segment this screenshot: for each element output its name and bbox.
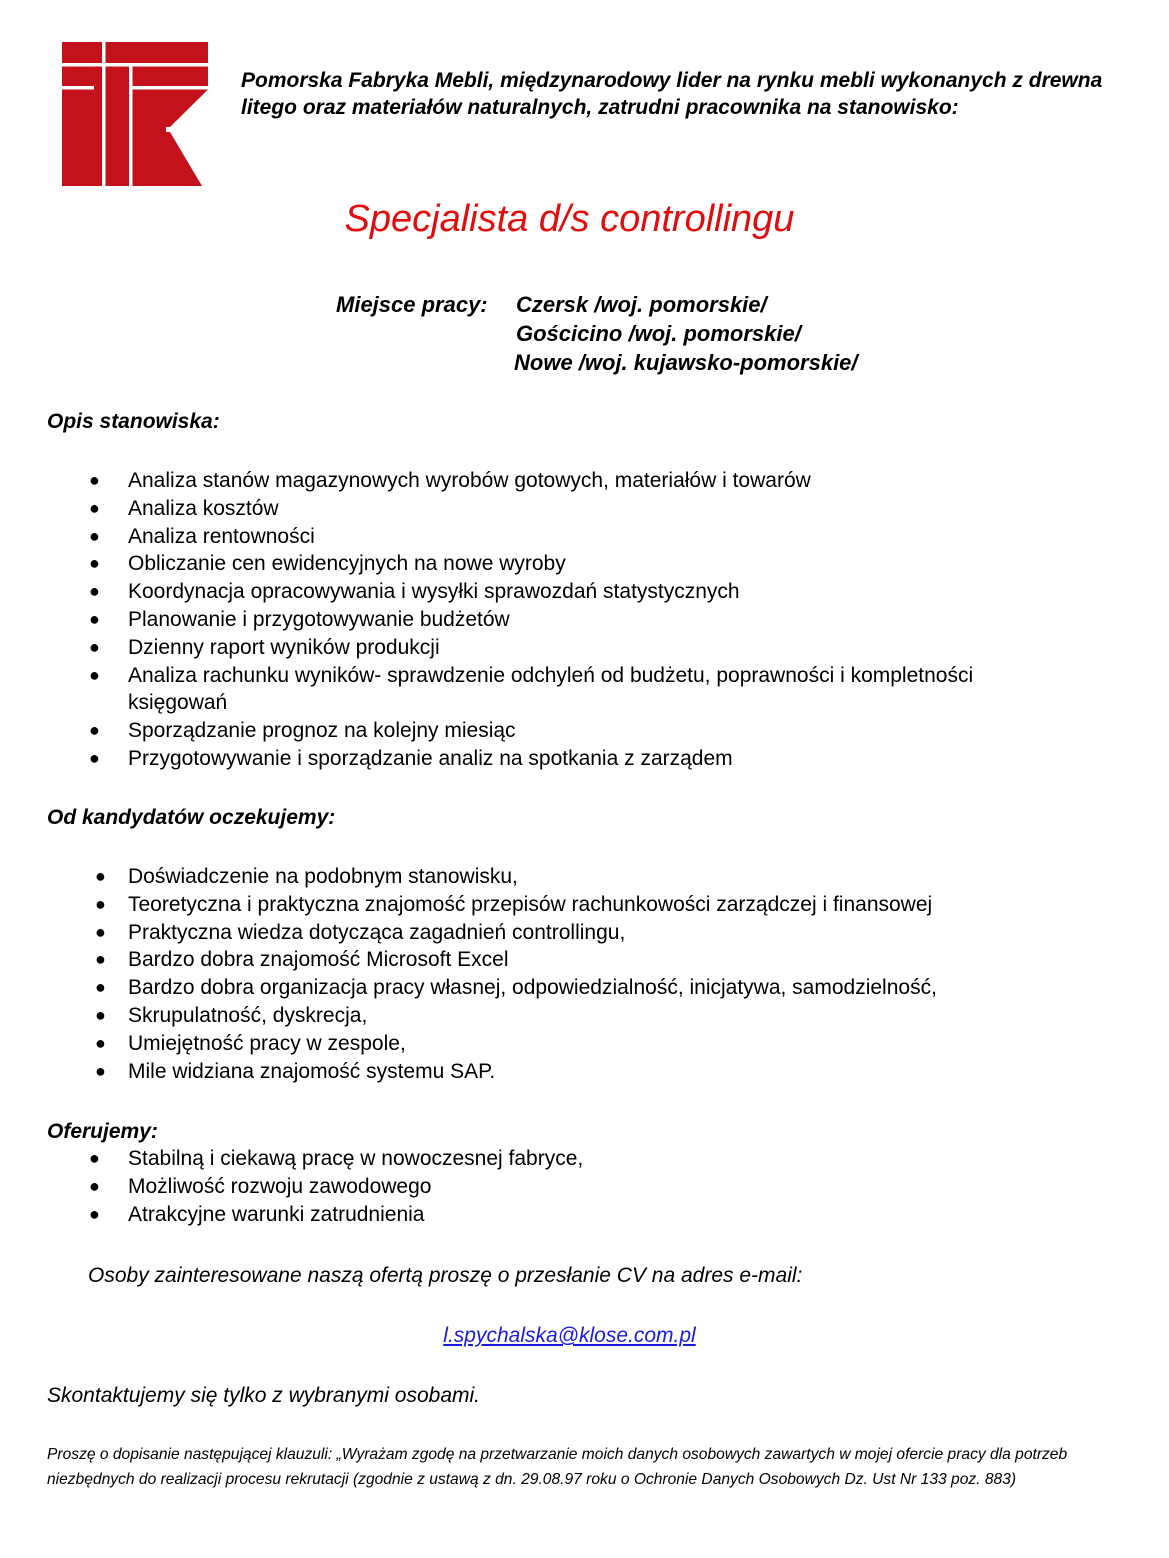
list-item: ● Bardzo dobra znajomość Microsoft Excel [0,946,1068,974]
job-title: Specjalista d/s controllingu [344,198,795,240]
contact-note: Skontaktujemy się tylko z wybranymi osobami. [47,1384,480,1407]
company-intro: Pomorska Fabryka Mebli, międzynarodowy lider na rynku mebli wykonanych z drewna litego oraz materiałów naturalnych, zatrudni pracownika na stanowisko: [241,69,1103,119]
requirements-heading: Od kandydatów oczekujemy: [47,806,336,829]
job-description-list [0,467,1068,773]
list-item: ● Teoretyczna i praktyczna znajomość przepisów rachunkowości zarządczej i finansowej [0,891,1068,919]
list-item: ● Analiza rentowności [0,523,1068,551]
list-item: ● Atrakcyjne warunki zatrudnienia [0,1201,1068,1229]
list-item: ● Możliwość rozwoju zawodowego [0,1173,1068,1201]
cv-instruction: Osoby zainteresowane naszą ofertą proszę o przesłanie CV na adres e-mail: [88,1264,803,1287]
bullet-icon: ● [95,866,106,886]
list-item: ● Analiza stanów magazynowych wyrobów gotowych, materiałów i towarów [0,467,1068,495]
list-item: ● Sporządzanie prognoz na kolejny miesiąc [0,717,1068,745]
bullet-icon: ● [89,747,100,768]
list-item: ● Obliczanie cen ewidencyjnych na nowe wyroby [0,550,1068,578]
list-item: ● Praktyczna wiedza dotycząca zagadnień controllingu, [0,919,1068,947]
bullet-icon: ● [89,1203,100,1224]
job-description-heading: Opis stanowiska: [47,410,220,433]
bullet-icon: ● [89,608,100,629]
bullet-icon: ● [95,1004,106,1025]
offer-list [0,1145,1068,1228]
workplace-location: Czersk /woj. pomorskie/ [516,292,767,317]
list-item: ● Dzienny raport wyników produkcji [0,634,1068,662]
list-item: ● Mile widziana znajomość systemu SAP. [0,1058,1068,1086]
email-container [0,1322,1139,1350]
bullet-icon: ● [95,1032,106,1053]
bullet-icon: ● [89,1148,100,1168]
workplace-location: Nowe /woj. kujawsko-pomorskie/ [514,350,858,375]
bullet-icon: ● [89,581,100,602]
bullet-icon: ● [89,470,100,490]
list-item: ● Przygotowywanie i sporządzanie analiz na spotkania z zarządem [0,745,1068,773]
list-item: ● Stabilną i ciekawą pracę w nowoczesnej fabryce, [0,1145,1068,1173]
list-item: ● Bardzo dobra organizacja pracy własnej, odpowiedzialność, inicjatywa, samodzielność, [0,974,1068,1002]
list-item: ● Doświadczenie na podobnym stanowisku, [0,863,1068,891]
bullet-icon: ● [89,497,100,518]
requirements-list [0,863,1068,1085]
bullet-icon: ● [95,921,106,942]
email-link[interactable]: l.spychalska@klose.com.pl [443,1324,696,1347]
list-item: ● Skrupulatność, dyskrecja, [0,1002,1068,1030]
list-item: ● Analiza kosztów [0,495,1068,523]
company-logo [62,42,208,186]
bullet-icon: ● [95,1060,106,1081]
bullet-icon: ● [89,720,100,741]
bullet-icon: ● [95,977,106,998]
bullet-icon: ● [95,949,106,970]
bullet-icon: ● [89,553,100,574]
bullet-icon: ● [95,893,106,914]
workplace-location: Gościcino /woj. pomorskie/ [516,321,801,346]
list-item: ● Planowanie i przygotowywanie budżetów [0,606,1068,634]
bullet-icon: ● [89,525,100,546]
list-item: ● Analiza rachunku wyników- sprawdzenie odchyleń od budżetu, poprawności i kompletności księgowań [89,663,974,715]
bullet-icon: ● [89,636,100,657]
offer-heading: Oferujemy: [47,1120,158,1143]
bullet-icon: ● [89,1175,100,1196]
list-item: ● Koordynacja opracowywania i wysyłki sprawozdań statystycznych [0,578,1068,606]
workplace-label: Miejsce pracy: [336,292,488,317]
consent-clause: Proszę o dopisanie następującej klauzuli: „Wyrażam zgodę na przetwarzanie moich danych osobowych zawartych w mojej ofercie pracy dla potrzeb niezbędnych do realizacji procesu rekrutacji (zgodnie z ustawą z dn. 29.08.97 roku o Ochronie Danych Osobowych Dz. Ust Nr 133 poz. 883) [47,1446,1068,1488]
bullet-icon: ● [89,664,100,685]
list-item: ● Umiejętność pracy w zespole, [0,1030,1068,1058]
